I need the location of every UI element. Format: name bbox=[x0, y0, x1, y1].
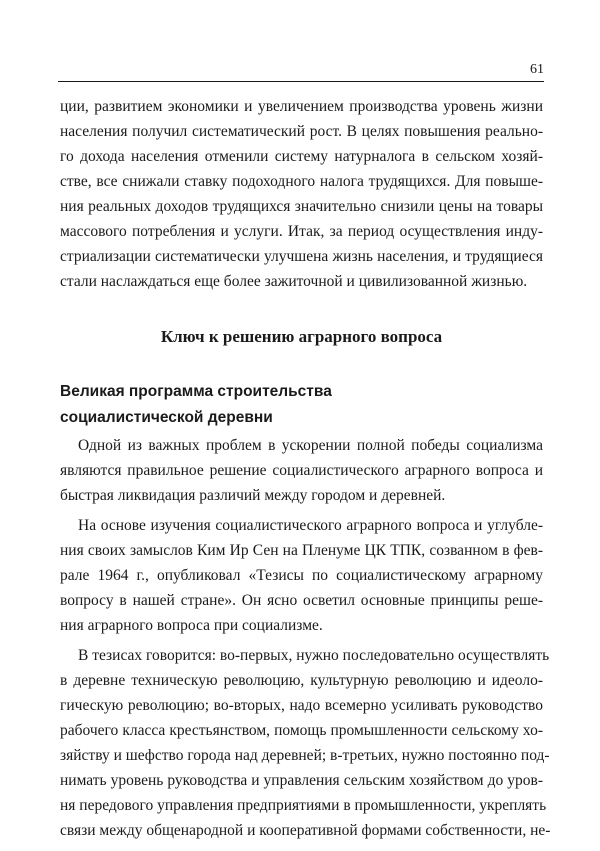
text-line: быстрая ликвидация различий между городом и деревней. bbox=[60, 487, 446, 504]
text-line: зяйству и шефство города над деревней; в-третьих, нужно постоянно под- bbox=[60, 747, 550, 764]
section-title-line: социалистической деревни bbox=[60, 409, 273, 426]
text-line: гическую революцию; во-вторых, надо всемерно усиливать руководство bbox=[60, 697, 543, 714]
text-line: ня передового управления предприятиями в промышленности, укреплять bbox=[60, 797, 547, 814]
chapter-title: Ключ к решению аграрного вопроса bbox=[160, 327, 443, 346]
page-body bbox=[60, 94, 551, 843]
text-line: ния своих замыслов Ким Ир Сен на Пленуме ЦК ТПК, созванном в фев- bbox=[60, 542, 543, 559]
header-rule bbox=[58, 81, 544, 82]
text-line: ния аграрного вопроса при социализме. bbox=[60, 617, 323, 634]
text-line: ции, развитием экономики и увеличением производства уровень жизни bbox=[60, 98, 543, 115]
text-line: стве, все снижали ставку подоходного налога трудящихся. Для повыше- bbox=[60, 173, 543, 190]
text-line: В тезисах говорится: во-первых, нужно последовательно осуществлять bbox=[78, 647, 550, 664]
text-line: стриализации систематически улучшена жизнь населения, и трудящиеся bbox=[60, 248, 543, 265]
text-line: населения получил систематический рост. В целях повышения реально- bbox=[60, 123, 543, 140]
text-line: массового потребления и услуги. Итак, за период осуществления инду- bbox=[60, 223, 543, 240]
text-line: в деревне техническую революцию, культурную революцию и идеоло- bbox=[60, 672, 543, 689]
paragraph bbox=[60, 513, 543, 638]
section-title-line: Великая программа строительства bbox=[60, 383, 332, 400]
text-line: вопросу в нашей стране». Он ясно осветил основные принципы реше- bbox=[60, 592, 543, 609]
text-line: го дохода населения отменили систему натурналога в сельском хозяй- bbox=[60, 148, 543, 165]
paragraph bbox=[60, 643, 551, 843]
text-line: На основе изучения социалистического аграрного вопроса и углубле- bbox=[78, 517, 543, 534]
continued-paragraph bbox=[60, 94, 543, 294]
text-line: Одной из важных проблем в ускорении полной победы социализма bbox=[78, 437, 543, 454]
text-line: являются правильное решение социалистического аграрного вопроса и bbox=[60, 462, 543, 479]
paragraph bbox=[60, 433, 543, 508]
page-number: 61 bbox=[530, 62, 544, 77]
text-line: рале 1964 г., опубликовал «Тезисы по социалистическому аграрному bbox=[60, 567, 543, 584]
text-line: стали наслаждаться еще более зажиточной и цивилизованной жизнью. bbox=[60, 273, 528, 290]
text-line: рабочего класса крестьянством, помощь промышленности сельскому хо- bbox=[60, 722, 543, 739]
text-line: ния реальных доходов трудящихся значительно снизили цены на товары bbox=[60, 198, 543, 215]
text-line: связи между общенародной и кооперативной формами собственности, не- bbox=[60, 822, 551, 839]
section-title bbox=[60, 379, 543, 431]
text-line: нимать уровень руководства и управления сельским хозяйством до уров- bbox=[60, 772, 543, 789]
